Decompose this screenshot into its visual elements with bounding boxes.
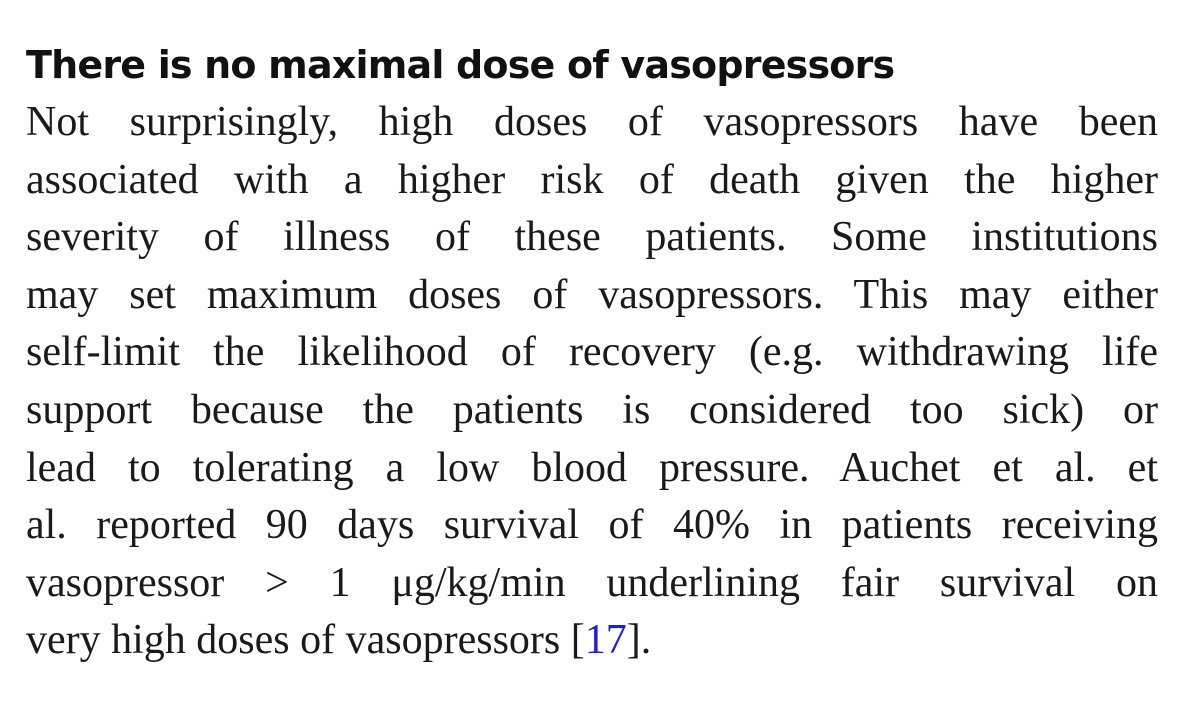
- paragraph-line: lead to tolerating a low blood pressure. Auchet et al. et: [26, 444, 1158, 491]
- document-section: [26, 36, 1158, 670]
- paragraph-line: severity of illness of these patients. Some institutions: [26, 214, 1158, 261]
- paragraph-last-line: [26, 612, 1158, 670]
- paragraph-line: self-limit the likelihood of recovery (e.g. withdrawing life: [26, 329, 1158, 376]
- paragraph-line: may set maximum doses of vasopressors. This may either: [26, 271, 1158, 318]
- paragraph-line: Not surprisingly, high doses of vasopressors have been: [26, 99, 1158, 145]
- paragraph-line: al. reported 90 days survival of 40% in patients receiving: [26, 502, 1158, 549]
- last-line-text: very high doses of vasopressors [: [26, 617, 585, 664]
- paragraph-line: support because the patients is considered too sick) or: [26, 386, 1158, 433]
- citation-link[interactable]: 17: [584, 617, 627, 664]
- last-line-suffix: ].: [626, 617, 652, 664]
- paragraph-line: vasopressor > 1 μg/kg/min underlining fair survival on: [26, 559, 1158, 606]
- section-heading: There is no maximal dose of vasopressors: [26, 43, 895, 87]
- paragraph-line: associated with a higher risk of death given the higher: [26, 156, 1158, 203]
- body-paragraph: [26, 94, 1158, 670]
